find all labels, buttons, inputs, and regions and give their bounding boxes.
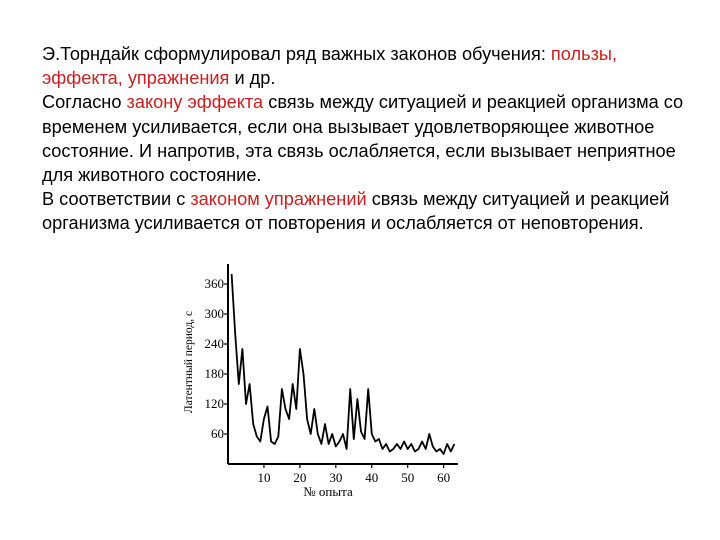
- latency-chart: [178, 258, 468, 508]
- p1-end: и др.: [229, 68, 276, 89]
- y-tick-label: 360: [204, 276, 224, 291]
- y-tick-label: 300: [204, 306, 224, 321]
- x-tick-label: 30: [329, 470, 343, 485]
- y-axis-label: Латентный период, с: [183, 310, 195, 414]
- y-tick-label: 180: [204, 366, 224, 381]
- p1-text: Э.Торндайк сформулировал ряд важных законов обучения:: [42, 44, 551, 64]
- x-tick-label: 50: [401, 470, 415, 485]
- x-tick-label: 60: [437, 470, 451, 485]
- x-axis-label: № опыта: [303, 484, 353, 499]
- description-text: [42, 42, 692, 236]
- chart-series: [232, 274, 455, 454]
- p2-text: Согласно: [42, 92, 127, 113]
- p2-highlight: закону эффекта: [126, 92, 264, 113]
- p3-end: связь между ситуацией и реакцией организма усиливается от повторения и ослабляется от неповторения.: [42, 189, 670, 234]
- chart-ticks: [205, 276, 451, 485]
- p3-text: В соответствии с: [42, 189, 191, 210]
- p1-highlight: пользы, эффекта, упражнения: [42, 44, 618, 89]
- y-tick-label: 240: [204, 336, 224, 351]
- y-tick-label: 60: [211, 426, 224, 441]
- x-tick-label: 20: [293, 470, 307, 485]
- p2-end: связь между ситуацией и реакцией организма со временем усиливается, если она вызывает удовлетворяющее животное состояние. И напротив, эта связь ослабляется, если вызывает неприятное для животного состояние.: [42, 92, 684, 186]
- series-line: [232, 274, 455, 454]
- x-tick-label: 10: [257, 470, 271, 485]
- y-tick-label: 120: [204, 396, 224, 411]
- p3-highlight: законом упражнений: [190, 189, 367, 210]
- x-tick-label: 40: [365, 470, 379, 485]
